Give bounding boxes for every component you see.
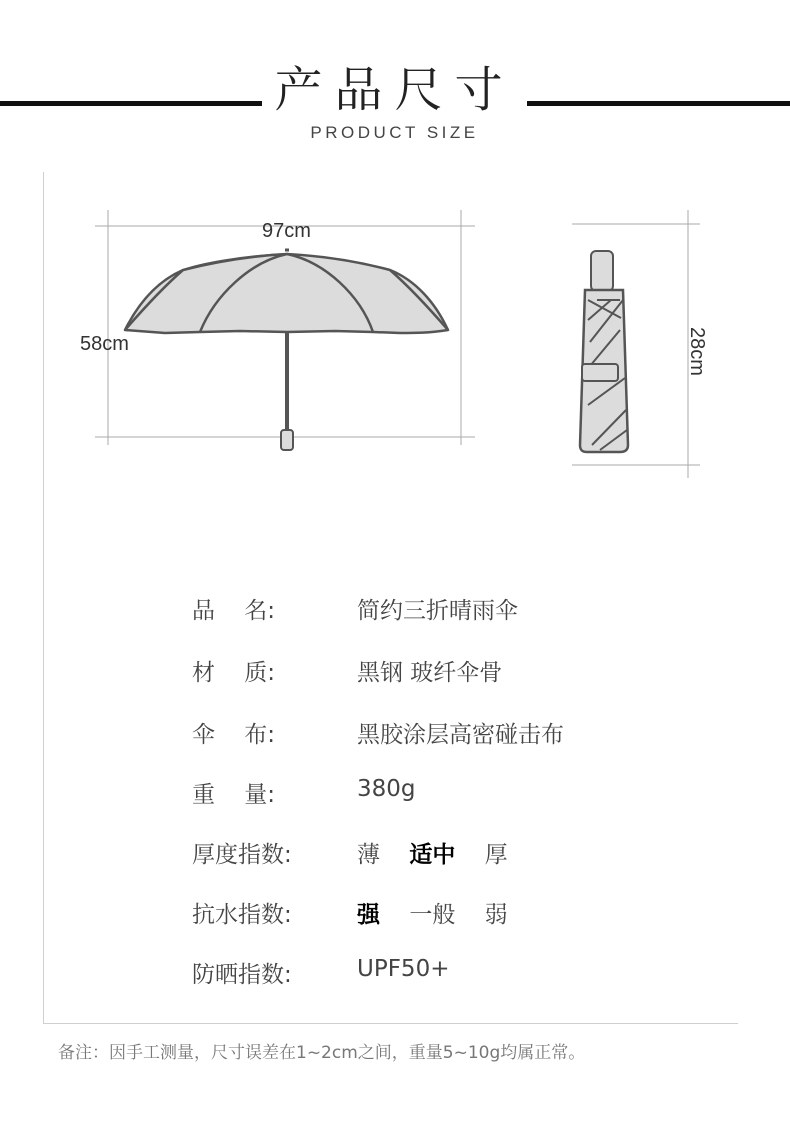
folded-length-label: 28cm bbox=[685, 327, 708, 376]
spec-label: 防晒指数: bbox=[192, 962, 292, 988]
spec-label: 重 量: bbox=[192, 782, 275, 808]
spec-label: 抗水指数: bbox=[192, 902, 292, 928]
spec-label: 品 名: bbox=[192, 598, 275, 624]
page-subtitle: PRODUCT SIZE bbox=[310, 123, 479, 142]
water-option-normal: 一般 bbox=[409, 902, 456, 928]
thickness-option-thin: 薄 bbox=[357, 842, 380, 868]
spec-row-weight bbox=[0, 776, 790, 816]
size-diagram bbox=[0, 0, 790, 500]
spec-row-uv bbox=[0, 956, 790, 996]
spec-row-fabric bbox=[0, 716, 790, 756]
spec-row-material bbox=[0, 654, 790, 694]
spec-row-water-resistance bbox=[0, 896, 790, 936]
water-option-weak: 弱 bbox=[484, 902, 508, 928]
spec-label: 厚度指数: bbox=[192, 842, 292, 868]
spec-row-thickness bbox=[0, 836, 790, 876]
spec-value: 380g bbox=[357, 776, 416, 802]
spec-label: 伞 布: bbox=[192, 722, 275, 748]
folded-umbrella-icon bbox=[580, 251, 628, 452]
umbrella-diagram-svg bbox=[0, 0, 790, 500]
spec-options bbox=[357, 836, 530, 869]
open-height-label: 58cm bbox=[80, 333, 129, 355]
spec-label: 材 质: bbox=[192, 660, 275, 686]
spec-value: 黑胶涂层高密碰击布 bbox=[357, 722, 564, 748]
spec-value: UPF50+ bbox=[357, 956, 450, 982]
spec-options bbox=[357, 896, 530, 929]
spec-value: 黑钢 玻纤伞骨 bbox=[357, 660, 503, 686]
water-option-strong: 强 bbox=[357, 902, 380, 928]
spec-value: 简约三折晴雨伞 bbox=[357, 598, 518, 624]
open-width-label: 97cm bbox=[262, 220, 311, 242]
page-title: 产品尺寸 bbox=[274, 62, 515, 118]
spec-row-name bbox=[0, 592, 790, 632]
frame-bottom-border bbox=[43, 1023, 738, 1024]
open-umbrella-icon bbox=[125, 250, 448, 450]
thickness-option-thick: 厚 bbox=[484, 842, 508, 868]
thickness-option-medium: 适中 bbox=[409, 842, 456, 868]
footnote: 备注：因手工测量，尺寸误差在1~2cm之间，重量5~10g均属正常。 bbox=[58, 1043, 586, 1063]
